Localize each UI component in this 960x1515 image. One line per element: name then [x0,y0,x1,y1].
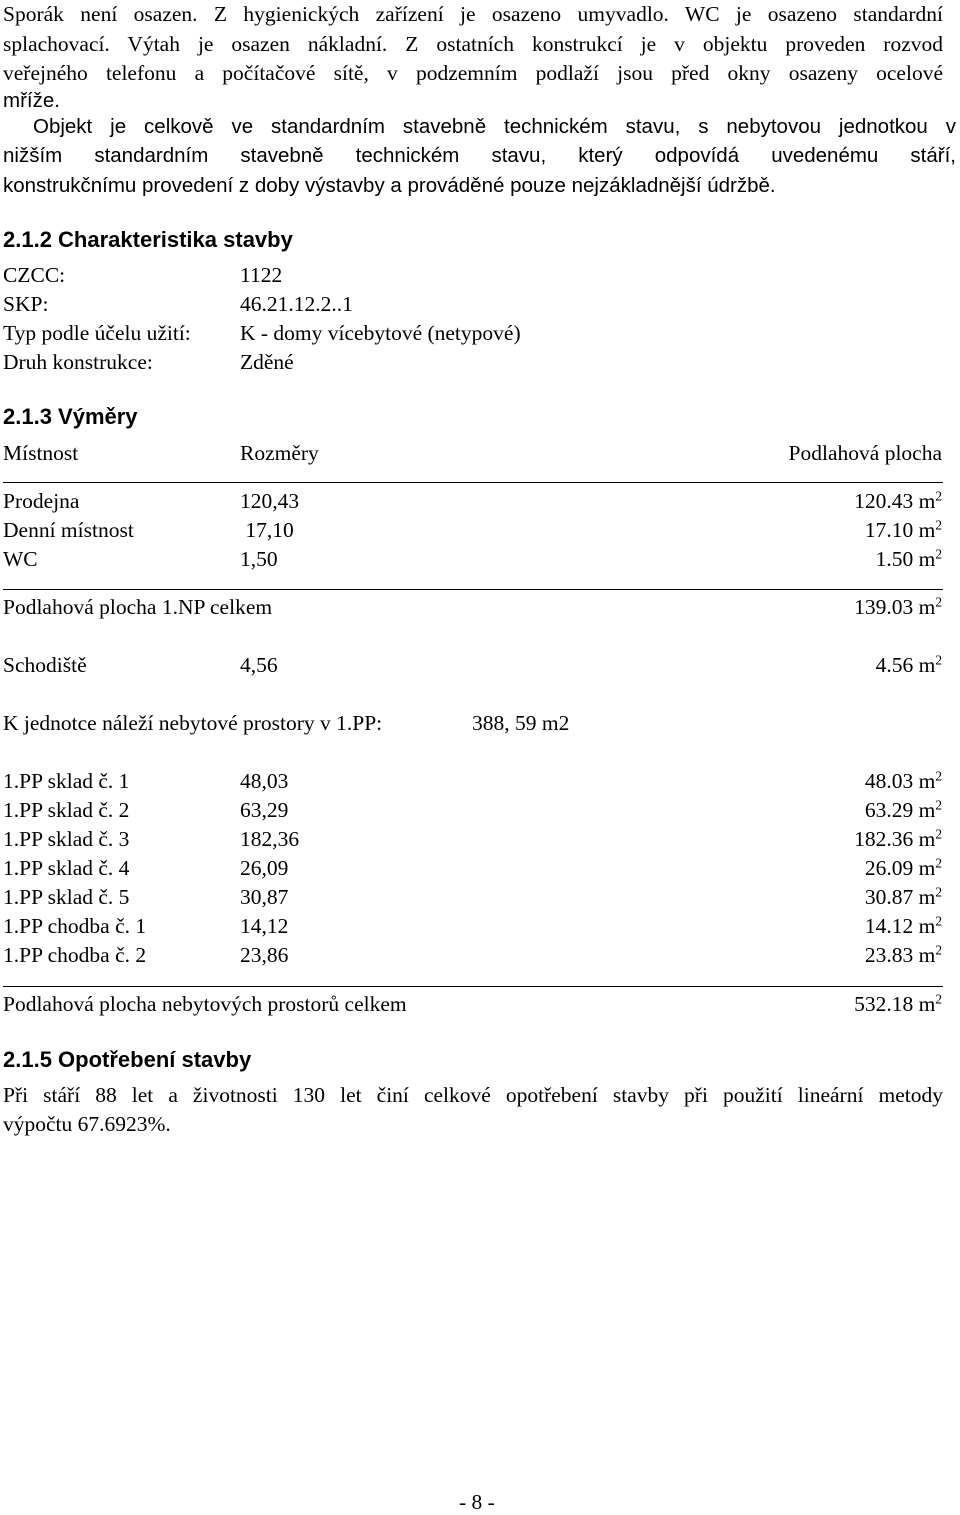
col-header-area: Podlahová plocha [788,441,942,465]
room-dims: 182,36 [240,827,300,851]
section-heading-charakteristika: 2.1.2 Charakteristika stavby [3,227,293,252]
room-dims: 23,86 [240,943,289,967]
pp-note-value: 388, 59 m2 [472,711,570,735]
col-header-dims: Rozměry [240,441,319,465]
room-area: 26.09 $m^2$ [864,855,942,880]
char-value-czcc: 1122 [240,263,283,287]
intro-line-4: mříže. [3,89,60,112]
char-value-skp: 46.21.12.2..1 [240,292,353,316]
table-rule [3,986,943,987]
room-dims: 4,56 [240,653,278,677]
room-name: Prodejna [3,489,80,513]
opotrebeni-line-1: Při stáří 88 let a životnosti 130 let činí celkové opotřebení stavby při použití lineární metody [3,1083,943,1107]
table-rule [3,589,943,590]
char-label-czcc: CZCC: [3,263,66,287]
room-area: 23.83 $m^2$ [864,942,942,967]
section-heading-vymery: 2.1.3 Výměry [3,404,138,429]
pp-total-value: 532.18 $m^2$ [854,991,942,1016]
pp-note-label: K jednotce náleží nebytové prostory v 1.PP: [3,711,383,735]
room-name: 1.PP sklad č. 5 [3,885,130,909]
room-name: 1.PP chodba č. 2 [3,943,147,967]
room-area: 1.50 $m^2$ [875,546,942,571]
room-name: Denní místnost [3,518,134,542]
intro-line-3: veřejného telefonu a počítačové sítě, v podzemním podlaží jsou před okny osazeny ocelové [3,61,943,85]
room-area: 14.12 $m^2$ [864,913,942,938]
para2-line-3: konstrukčnímu provedení z doby výstavby a prováděné pouze nejzákladnější údržbě. [3,174,776,197]
page-number: - 8 - [459,1490,495,1514]
room-area: 30.87 $m^2$ [864,884,942,909]
np-total-label: Podlahová plocha 1.NP celkem [3,595,273,619]
char-label-skp: SKP: [3,292,49,316]
room-area: 63.29 $m^2$ [864,797,942,822]
room-dims: 63,29 [240,798,289,822]
room-name: WC [3,547,38,571]
para2-line-2: nižším standardním stavebně technickém stavu, který odpovídá uvedenému stáří, [3,144,956,167]
table-rule [3,482,943,483]
room-name: 1.PP sklad č. 1 [3,769,130,793]
char-value-typ: K - domy vícebytové (netypové) [240,321,521,345]
char-label-druh: Druh konstrukce: [3,350,153,374]
room-area: 182.36 $m^2$ [854,826,942,851]
room-name: 1.PP sklad č. 4 [3,856,130,880]
char-value-druh: Zděné [240,350,294,374]
np-total-value: 139.03 $m^2$ [854,594,942,619]
room-area: 17.10 $m^2$ [864,517,942,542]
char-label-typ: Typ podle účelu užití: [3,321,191,345]
room-area: 4.56 $m^2$ [875,652,942,677]
section-heading-opotrebeni: 2.1.5 Opotřebení stavby [3,1047,252,1072]
room-name: Schodiště [3,653,87,677]
room-name: 1.PP sklad č. 2 [3,798,130,822]
room-dims: 48,03 [240,769,289,793]
pp-total-label: Podlahová plocha nebytových prostorů celkem [3,992,407,1016]
room-name: 1.PP chodba č. 1 [3,914,147,938]
room-dims: 26,09 [240,856,289,880]
intro-line-1: Sporák není osazen. Z hygienických zařízení je osazeno umyvadlo. WC je osazeno standardní [3,2,943,26]
room-dims: 14,12 [240,914,289,938]
room-name: 1.PP sklad č. 3 [3,827,130,851]
room-area: 48.03 $m^2$ [864,768,942,793]
intro-line-2: splachovací. Výtah je osazen nákladní. Z ostatních konstrukcí je v objektu proveden rozvod [3,32,943,56]
room-dims: 17,10 [240,518,294,542]
room-dims: 30,87 [240,885,289,909]
room-dims: 120,43 [240,489,300,513]
opotrebeni-line-2: výpočtu 67.6923%. [3,1112,171,1136]
para2-line-1: Objekt je celkově ve standardním stavebně technickém stavu, s nebytovou jednotkou v [33,115,956,138]
col-header-room: Místnost [3,441,79,465]
room-dims: 1,50 [240,547,278,571]
room-area: 120.43 $m^2$ [854,488,942,513]
